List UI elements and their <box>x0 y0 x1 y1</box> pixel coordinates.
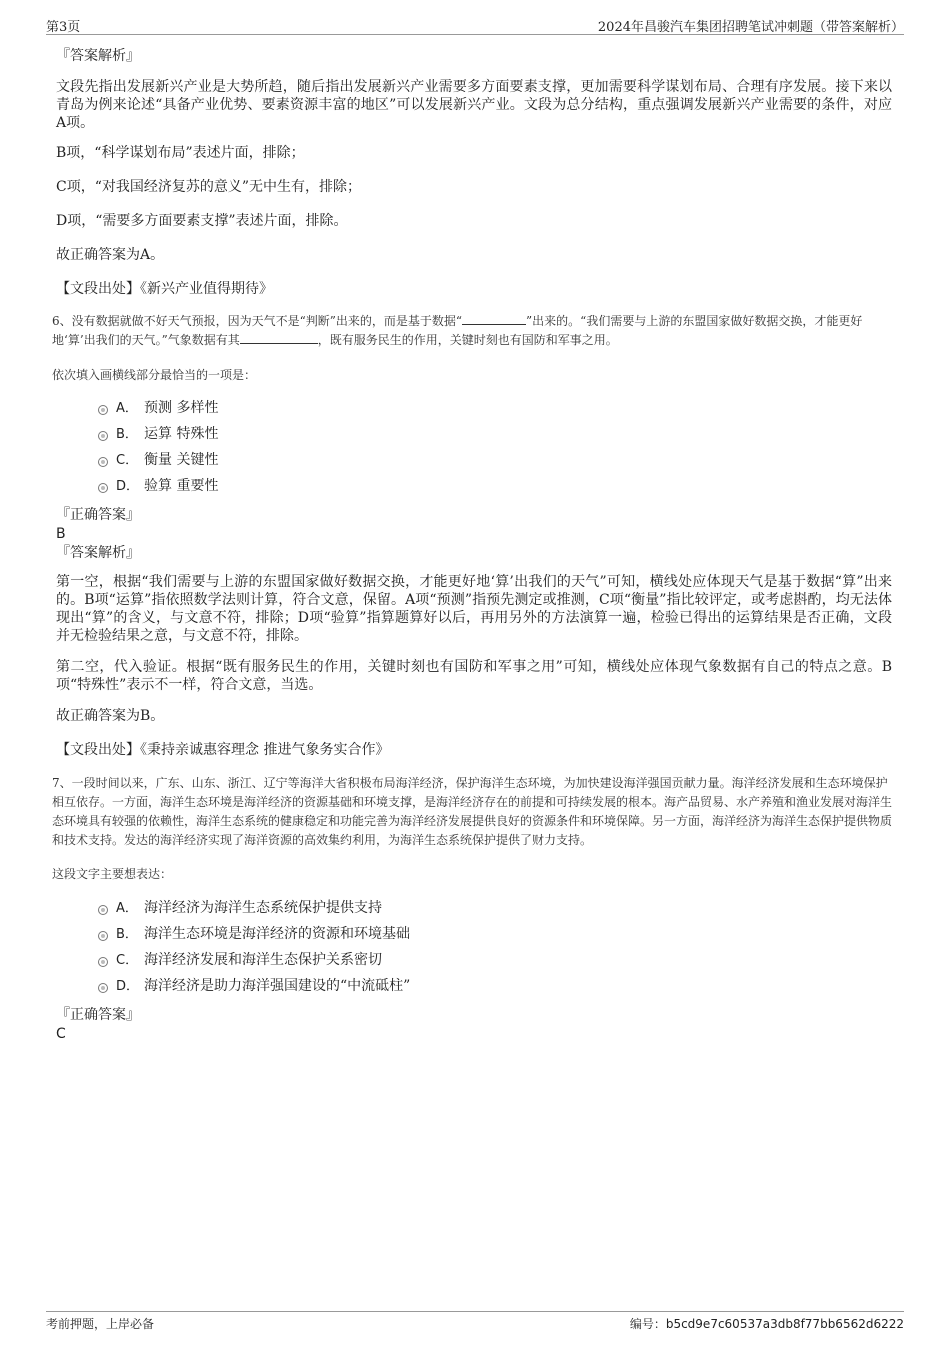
analysis-option-c: C项，“对我国经济复苏的意义”无中生有，排除； <box>56 179 362 195</box>
analysis-paragraph: 文段先指出发展新兴产业是大势所趋，随后指出发展新兴产业需要多方面要素支撑，更加需要科学谋划布局、合理有序发展。接下来以青岛为例来论述“具备产业优势、要素资源丰富的地区”可以发展新兴产业。文段为总分结构，重点强调发展新兴产业需要的条件，对应A项。 <box>56 79 892 131</box>
correct-answer-value: C <box>56 1026 66 1042</box>
document-code-value: b5cd9e7c60537a3db8f77bb6562d6222 <box>665 1317 904 1331</box>
analysis-heading: 『答案解析』 <box>56 545 140 561</box>
q7-option-c[interactable]: C． 海洋经济发展和海洋生态保护关系密切 <box>56 947 892 973</box>
question-7-text: 7、一段时间以来，广东、山东、浙江、辽宁等海洋大省积极布局海洋经济，保护海洋生态环境，为加快建设海洋强国贡献力量。海洋经济发展和生态环境保护相互依存。一方面，海洋生态环境是海洋经济的资源基础和环境支撑，是海洋经济存在的前提和可持续发展的根本。海产品贸易、水产养殖和渔业发展对海洋生态环境具有较强的依赖性，海洋生态系统的健康稳定和功能完善为海洋经济发展提供良好的资源条件和环境保障。另一方面，海洋经济为海洋生态保护提供物质和技术支持。发达的海洋经济实现了海洋资源的高效集约利用，为海洋生态系统保护提供了财力支持。 <box>52 776 893 847</box>
analysis-heading: 『答案解析』 <box>56 48 140 64</box>
radio-icon[interactable] <box>98 983 108 993</box>
document-code-label: 编号： <box>629 1317 666 1331</box>
q6-option-d[interactable]: D． 验算 重要性 <box>56 473 892 499</box>
correct-answer-heading: 『正确答案』 <box>56 507 140 523</box>
analysis-conclusion: 故正确答案为B。 <box>56 708 165 724</box>
page-number: 第3页 <box>46 20 81 35</box>
radio-icon[interactable] <box>98 905 108 915</box>
document-code <box>630 1315 904 1332</box>
analysis-option-d: D项，“需要多方面要素支撑”表述片面，排除。 <box>56 213 348 229</box>
question-6-text <box>52 312 892 350</box>
question-6-prompt: 依次填入画横线部分最恰当的一项是： <box>52 368 257 382</box>
radio-icon[interactable] <box>98 405 108 415</box>
question-6-text-part3: ，既有服务民生的作用，关键时刻也有国防和军事之用。 <box>317 333 618 347</box>
radio-icon[interactable] <box>98 483 108 493</box>
q6-option-a[interactable]: A． 预测 多样性 <box>56 395 892 421</box>
q6-option-c[interactable]: C． 衡量 关键性 <box>56 447 892 473</box>
q7-option-d[interactable]: D． 海洋经济是助力海洋强国建设的“中流砥柱” <box>56 973 892 999</box>
text-source: 【文段出处】《秉持亲诚惠容理念 推进气象务实合作》 <box>56 742 390 758</box>
q6-option-b[interactable]: B． 运算 特殊性 <box>56 421 892 447</box>
correct-answer-heading: 『正确答案』 <box>56 1007 140 1023</box>
question-7-options <box>56 895 892 999</box>
correct-answer-value: B <box>56 526 66 542</box>
page-header <box>46 14 904 35</box>
analysis-option-b: B项，“科学谋划布局”表述片面，排除； <box>56 145 305 161</box>
question-6-text-part1: 6、没有数据就做不好天气预报，因为天气不是“判断”出来的，而是基于数据“ <box>52 314 463 328</box>
question-6-options <box>56 395 892 499</box>
radio-icon[interactable] <box>98 931 108 941</box>
text-source: 【文段出处】《新兴产业值得期待》 <box>56 281 273 297</box>
q7-option-a[interactable]: A． 海洋经济为海洋生态系统保护提供支持 <box>56 895 892 921</box>
radio-icon[interactable] <box>98 457 108 467</box>
question-7-prompt: 这段文字主要想表达： <box>52 867 173 881</box>
analysis-paragraph-2: 第二空，代入验证。根据“既有服务民生的作用，关键时刻也有国防和军事之用”可知，横线处应体现气象数据有自己的特点之意。B项“特殊性”表示不一样，符合文意，当选。 <box>56 659 892 693</box>
page-content <box>52 44 893 1043</box>
analysis-conclusion: 故正确答案为A。 <box>56 247 165 263</box>
q7-option-b[interactable]: B． 海洋生态环境是海洋经济的资源和环境基础 <box>56 921 892 947</box>
page-footer <box>46 1311 904 1331</box>
radio-icon[interactable] <box>98 431 108 441</box>
blank-2 <box>240 332 318 344</box>
footer-slogan: 考前押题，上岸必备 <box>46 1317 155 1331</box>
document-title: 2024年昌骏汽车集团招聘笔试冲刺题（带答案解析） <box>597 20 904 35</box>
blank-1 <box>462 313 526 325</box>
radio-icon[interactable] <box>98 957 108 967</box>
analysis-paragraph-1: 第一空，根据“我们需要与上游的东盟国家做好数据交换，才能更好地‘算’出我们的天气”可知，横线处应体现天气是基于数据“算”出来的。B项“运算”指依照数学法则计算，符合文意，保留。A项“预测”指预先测定或推测，C项“衡量”指比较评定，或考虑斟酌，均无法体现出“算”的含义，与文意不符，排除；D项“验算”指算题算好以后，再用另外的方法演算一遍，检验已得出的运算结果是否正确，文段并无检验结果之意，与文意不符，排除。 <box>56 574 892 644</box>
question-6-text-part2: ”出来的。“我们需要与上游的东盟国家做好数据交换，才能更好地‘算’出我们的天气。”气象数据有其 <box>52 314 863 347</box>
